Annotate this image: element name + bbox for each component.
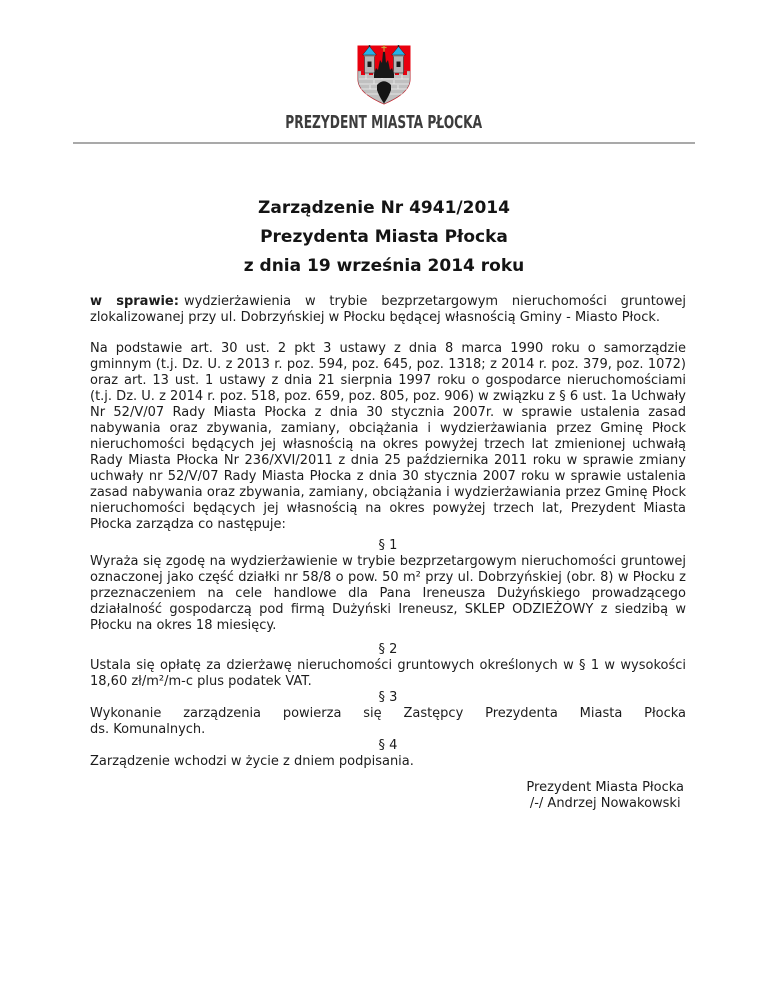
title-ordinance-number: Zarządzenie Nr 4941/2014 bbox=[258, 198, 510, 218]
title-date: z dnia 19 września 2014 roku bbox=[243, 256, 525, 276]
section-4 bbox=[90, 738, 686, 770]
header-divider bbox=[73, 142, 695, 144]
section-3-heading: § 3 bbox=[378, 690, 398, 705]
plock-coat-of-arms-icon bbox=[356, 44, 412, 106]
signature-name: /-/ Andrzej Nowakowski bbox=[529, 796, 681, 811]
section-1-text: Wyraża się zgodę na wydzierżawienie w trybie bezprzetargowym nieruchomości gruntowej oznaczonej jako część działki nr 58/8 o pow. 50 m² przy ul. Dobrzyńskiej (obr. 8) w Płocku z przeznaczeniem na cele handlowe dla Pana Ireneusza Dużyńskiego prowadzącego działalność gospodarczą pod firmą Dużyński Ireneusz, SKLEP ODZIEŻOWY z siedzibą w Płocku na okres 18 miesięcy. bbox=[90, 554, 686, 633]
subject-text: wydzierżawienia w trybie bezprzetargowym nieruchomości gruntowej zlokalizowanej przy ul. Dobrzyńskiej w Płocku będącej własnością Gminy - Miasto Płock. bbox=[90, 294, 687, 325]
subject-label: w sprawie: bbox=[90, 294, 179, 309]
section-4-text: Zarządzenie wchodzi w życie z dniem podpisania. bbox=[90, 754, 414, 769]
organization-name bbox=[0, 112, 768, 133]
section-2 bbox=[90, 642, 686, 690]
organization-name-text: PREZYDENT MIASTA PŁOCKA bbox=[285, 112, 483, 133]
header-crest-area bbox=[0, 0, 768, 111]
signature-block bbox=[526, 780, 684, 812]
subject-paragraph bbox=[90, 294, 686, 326]
title-issuer: Prezydenta Miasta Płocka bbox=[260, 227, 508, 247]
section-3-text-line2: ds. Komunalnych. bbox=[90, 722, 206, 737]
section-1 bbox=[90, 538, 686, 634]
signature-role: Prezydent Miasta Płocka bbox=[526, 780, 684, 795]
section-1-heading: § 1 bbox=[378, 538, 398, 553]
section-3-text-line1: Wykonanie zarządzenia powierza się Zastępcy Prezydenta Miasta Płocka bbox=[90, 706, 686, 721]
document-body bbox=[90, 294, 687, 811]
section-2-text: Ustala się opłatę za dzierżawę nieruchomości gruntowych określonych w § 1 w wysokości 18,60 zł/m²/m-c plus podatek VAT. bbox=[90, 658, 686, 689]
section-3 bbox=[90, 690, 686, 738]
legal-basis-paragraph: Na podstawie art. 30 ust. 2 pkt 3 ustawy z dnia 8 marca 1990 roku o samorządzie gminnym (t.j. Dz. U. z 2013 r. poz. 594, poz. 645, poz. 1318; z 2014 r. poz. 379, poz. 1072) oraz art. 13 ust. 1 ustawy z dnia 21 sierpnia 1997 roku o gospodarce nieruchomościami (t.j. Dz. U. z 2014 r. poz. 518, poz. 659, poz. 805, poz. 906) w związku z § 6 ust. 1a Uchwały Nr 52/V/07 Rady Miasta Płocka z dnia 30 stycznia 2007r. w sprawie ustalenia zasad nabywania oraz zbywania, zamiany, obciążania i wydzierżawiania przez Gminę Płock nieruchomości będących jej własnością na okres powyżej trzech lat zmienionej uchwałą Rady Miasta Płocka Nr 236/XVI/2011 z dnia 25 października 2011 roku w sprawie zmiany uchwały nr 52/V/07 Rady Miasta Płocka z dnia 30 stycznia 2007 roku w sprawie ustalenia zasad nabywania oraz zbywania, zamiany, obciążania i wydzierżawiania przez Gminę Płock nieruchomości będących jej własnością na okres powyżej trzech lat, Prezydent Miasta Płocka zarządza co następuje: bbox=[90, 341, 686, 532]
section-4-heading: § 4 bbox=[378, 738, 398, 753]
section-2-heading: § 2 bbox=[378, 642, 398, 657]
document-title bbox=[0, 194, 768, 281]
